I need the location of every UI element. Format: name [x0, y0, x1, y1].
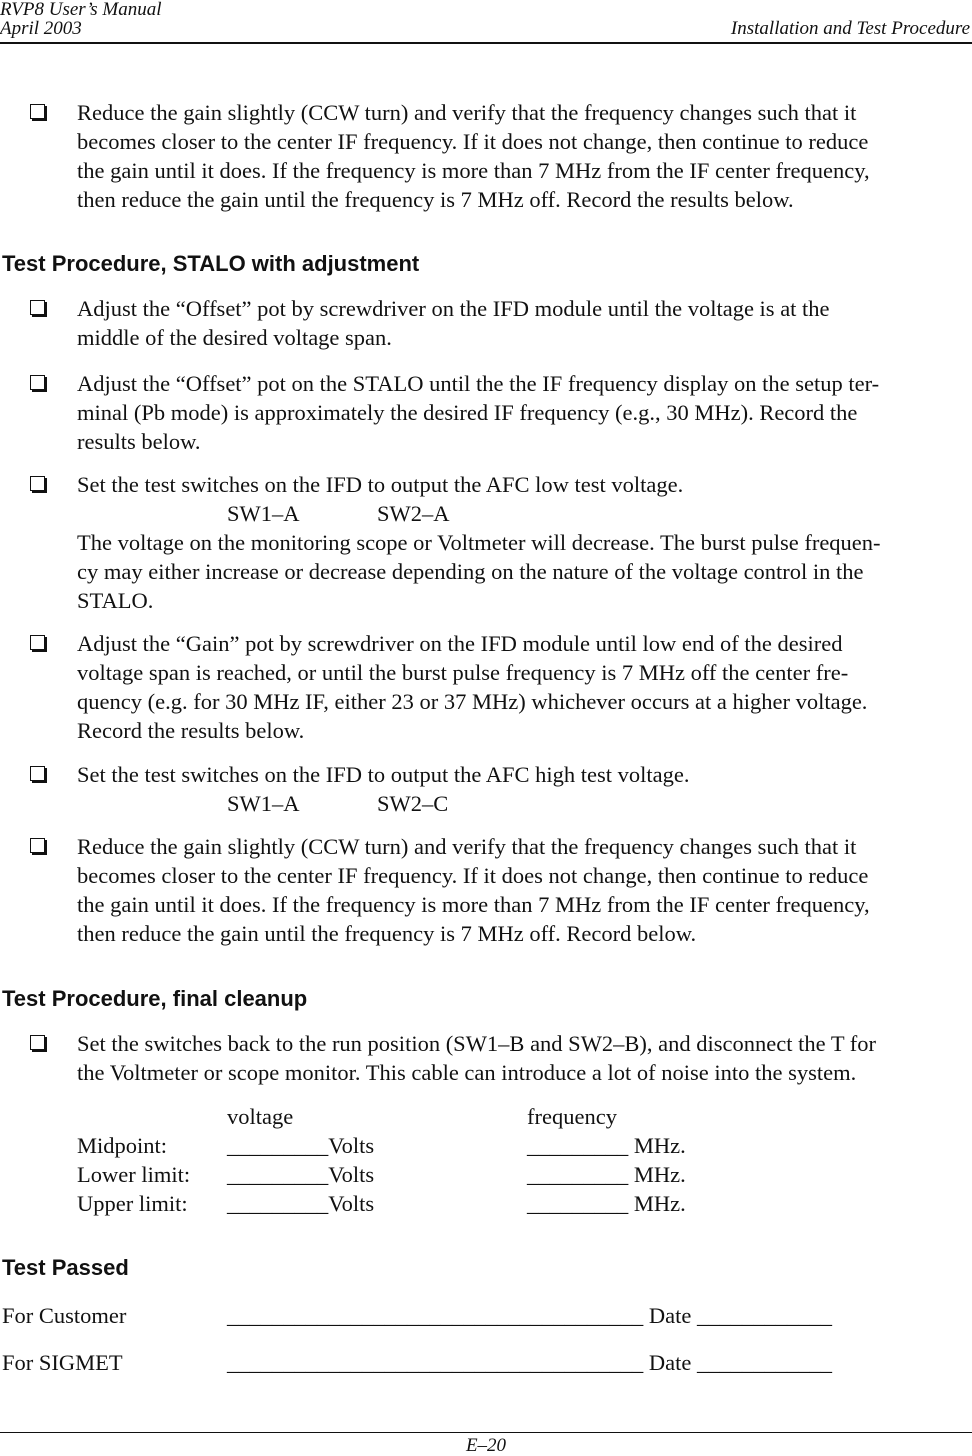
section-title: Installation and Test Procedure [730, 18, 970, 39]
checkbox[interactable] [30, 375, 45, 390]
page-number: E–20 [465, 1435, 507, 1456]
switch-sw2: SW2–C [377, 791, 449, 816]
section-heading-stalo: Test Procedure, STALO with adjustment [2, 251, 420, 276]
manual-date: April 2003 [0, 18, 82, 39]
header-rule [0, 42, 972, 44]
checkbox[interactable] [30, 104, 45, 119]
section-heading-test-passed: Test Passed [2, 1255, 129, 1280]
switch-sw1: SW1–A [227, 501, 300, 526]
signoff-line-sigmet[interactable]: _____________________________________ Date ____________ [227, 1350, 832, 1375]
switch-sw2: SW2–A [377, 501, 450, 526]
checklist-item-adjust-offset-stalo: Adjust the “Offset” pot on the STALO until the the IF frequency display on the setup ter- minal (Pb mode) is approximately the desired IF frequency (e.g., 30 MHz). Record the results below. [77, 371, 880, 454]
footer-rule [0, 1432, 972, 1433]
volts-field[interactable]: _________Volts [227, 1133, 375, 1158]
section-heading-cleanup: Test Procedure, final cleanup [2, 986, 308, 1011]
running-header-left [0, 0, 162, 38]
checkbox[interactable] [30, 635, 45, 650]
row-label: Midpoint: [77, 1133, 168, 1158]
manual-title: RVP8 User’s Manual [0, 0, 162, 20]
checkbox[interactable] [30, 476, 45, 491]
column-header-voltage: voltage [227, 1104, 294, 1129]
volts-field[interactable]: _________Volts [227, 1162, 375, 1187]
checklist-item-afc-high: Set the test switches on the IFD to output the AFC high test voltage. [77, 762, 690, 787]
checkbox[interactable] [30, 838, 45, 853]
checklist-item-reset-switches: Set the switches back to the run position (SW1–B and SW2–B), and disconnect the T for the Voltmeter or scope monitor. This cable can introduce a lot of noise into the system. [77, 1031, 877, 1085]
mhz-field[interactable]: _________ MHz. [527, 1133, 686, 1158]
row-label: Upper limit: [77, 1191, 188, 1216]
switch-sw1: SW1–A [227, 791, 300, 816]
volts-field[interactable]: _________Volts [227, 1191, 375, 1216]
checkbox[interactable] [30, 766, 45, 781]
mhz-field[interactable]: _________ MHz. [527, 1162, 686, 1187]
column-header-frequency: frequency [527, 1104, 617, 1129]
checkbox[interactable] [30, 300, 45, 315]
checklist-item-reduce-gain-intro: Reduce the gain slightly (CCW turn) and verify that the frequency changes such that it becomes closer to the center IF frequency. If it does not change, then continue to reduce the gain until it does. If the frequency is more than 7 MHz from the IF center frequency, then reduce the gain until the frequency is 7 MHz off. Record the results below. [77, 100, 870, 212]
checklist-item-reduce-gain: Reduce the gain slightly (CCW turn) and verify that the frequency changes such that it becomes closer to the center IF frequency. If it does not change, then continue to reduce the gain until it does. If the frequency is more than 7 MHz from the IF center frequency, then reduce the gain until the frequency is 7 MHz off. Record below. [77, 834, 870, 946]
checklist-item-adjust-offset-ifd: Adjust the “Offset” pot by screwdriver on the IFD module until the voltage is at the middle of the desired voltage span. [77, 296, 830, 350]
signoff-label-customer: For Customer [2, 1303, 127, 1328]
row-label: Lower limit: [77, 1162, 191, 1187]
afc-low-note: The voltage on the monitoring scope or Voltmeter will decrease. The burst pulse frequen- cy may either increase or decrease depending on the nature of the voltage control in the STALO. [77, 530, 881, 613]
checkbox[interactable] [30, 1035, 45, 1050]
checklist-item-afc-low: Set the test switches on the IFD to output the AFC low test voltage. [77, 472, 684, 497]
signoff-line-customer[interactable]: _____________________________________ Date ____________ [227, 1303, 832, 1328]
checklist-item-adjust-gain: Adjust the “Gain” pot by screwdriver on the IFD module until low end of the desired voltage span is reached, or until the burst pulse frequency is 7 MHz off the center fre- quency (e.g. for 30 MHz IF, either 23 or 37 MHz) whichever occurs at a higher voltage. Record the results below. [77, 631, 868, 743]
mhz-field[interactable]: _________ MHz. [527, 1191, 686, 1216]
signoff-label-sigmet: For SIGMET [2, 1350, 123, 1375]
